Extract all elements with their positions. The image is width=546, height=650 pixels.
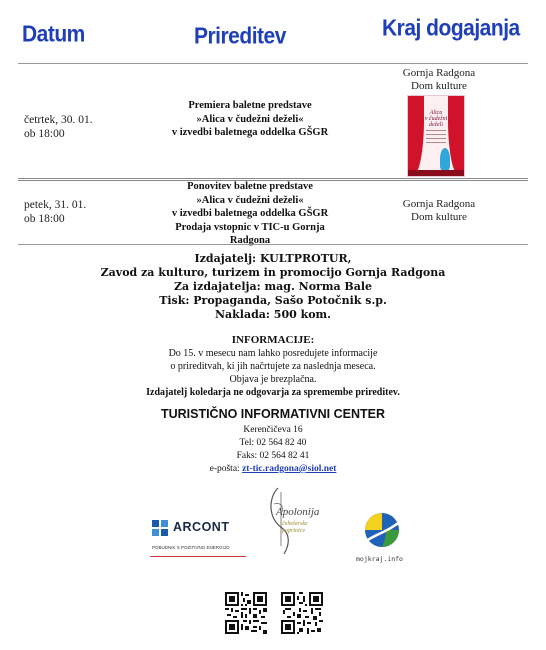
- poster-text-line: [426, 130, 446, 131]
- table-divider-top: [18, 63, 528, 64]
- date-time: ob 18:00: [24, 128, 65, 140]
- tic-email-row: [0, 463, 546, 476]
- tic-contact: [0, 407, 546, 476]
- event-title: [130, 99, 370, 140]
- apolonija-sub-line: poprtnice: [282, 528, 305, 534]
- header-prireditev: Prireditev: [194, 23, 286, 50]
- poster-text-line: [426, 142, 446, 143]
- publisher-line: Tisk: Propaganda, Sašo Potočnik s.p.: [159, 294, 387, 307]
- qr-code-left[interactable]: [225, 592, 267, 634]
- tic-phone: Tel: 02 564 82 40: [239, 438, 307, 448]
- apolonija-sub-line: čebelarske: [282, 521, 308, 527]
- event-line: »Alica v čudežni deželi«: [196, 113, 304, 125]
- arcont-logo-icon: [152, 520, 168, 536]
- table-divider-bottom: [18, 244, 528, 245]
- publisher-line: Naklada: 500 kom.: [214, 308, 332, 321]
- event-place: [379, 198, 499, 224]
- arcont-logo-underline: [150, 556, 246, 557]
- event-line: Prodaja vstopnic v TIC-u Gornja: [175, 221, 325, 233]
- place-venue: Dom kulture: [411, 211, 467, 223]
- apolonija-logo-name: Apolonija: [276, 506, 320, 518]
- event-line: v izvedbi baletnega oddelka GŠGR: [171, 127, 329, 138]
- header-datum: Datum: [22, 21, 85, 48]
- poster-text-line: [426, 138, 446, 139]
- poster-title-line: v čudežni deželi: [424, 116, 448, 128]
- info-title: INFORMACIJE:: [231, 334, 315, 346]
- event-line: Radgona: [229, 235, 271, 246]
- event-line: Ponovitev baletne predstave: [187, 181, 313, 192]
- date-day: četrtek, 30. 01.: [24, 114, 93, 126]
- event-line: »Alica v čudežni deželi«: [196, 194, 304, 206]
- tic-fax: Faks: 02 564 82 41: [236, 451, 310, 461]
- event-date: [24, 113, 93, 141]
- info-line: o prireditvah, ki jih načrtujete za naslednja meseca.: [170, 361, 376, 372]
- publisher-info: [0, 252, 546, 322]
- apolonija-logo-icon: [260, 484, 320, 556]
- info-line: Do 15. v mesecu nam lahko posredujete informacije: [168, 348, 378, 359]
- event-date: [24, 198, 86, 226]
- event-line: v izvedbi baletnega oddelka GŠGR: [171, 208, 329, 219]
- poster-curtain-right: [448, 96, 464, 176]
- publisher-line: Izdajatelj: KULTPROTUR,: [194, 252, 352, 265]
- info-section: [0, 334, 546, 399]
- date-day: petek, 31. 01.: [24, 199, 87, 211]
- place-city: Gornja Radgona: [402, 67, 476, 79]
- poster-curtain-left: [408, 96, 424, 176]
- arcont-logo-name: ARCONT: [173, 520, 230, 534]
- event-title: [130, 180, 370, 248]
- event-poster-image: [407, 95, 465, 177]
- publisher-line: Zavod za kulturo, turizem in promocijo Gornja Radgona: [100, 266, 446, 279]
- arcont-logo-tagline: POBUDNIK S POZITIVNO ENERGIJO: [152, 545, 230, 550]
- tic-address: Kerenčičeva 16: [243, 425, 303, 435]
- info-disclaimer: Izdajatelj koledarja ne odgovarja za spremembe prireditev.: [146, 387, 400, 398]
- poster-stage: [408, 170, 464, 176]
- publisher-line: Za izdajatelja: mag. Norma Bale: [173, 280, 373, 293]
- event-line: Premiera baletne predstave: [188, 100, 312, 111]
- info-line: Objava je brezplačna.: [229, 374, 317, 385]
- mojkraj-logo-name: mojkraj.info: [356, 555, 403, 563]
- poster-title: [420, 110, 452, 128]
- qr-code-right[interactable]: [281, 592, 323, 634]
- date-time: ob 18:00: [24, 213, 65, 225]
- poster-text-line: [426, 134, 446, 135]
- tic-email-label: e-pošta:: [209, 464, 243, 474]
- place-venue: Dom kulture: [411, 80, 467, 92]
- place-city: Gornja Radgona: [402, 198, 476, 210]
- tic-name: TURISTIČNO INFORMATIVNI CENTER: [160, 407, 386, 421]
- event-place: [379, 67, 499, 93]
- mojkraj-logo-icon: [358, 510, 406, 550]
- header-kraj-dogajanja: Kraj dogajanja: [382, 15, 520, 42]
- poster-dancer-figure: [440, 148, 450, 170]
- tic-email-link[interactable]: zt-tic.radgona@siol.net: [242, 464, 337, 474]
- apolonija-logo-subtitle: [282, 521, 308, 535]
- poster-title-line: Alica: [429, 110, 443, 116]
